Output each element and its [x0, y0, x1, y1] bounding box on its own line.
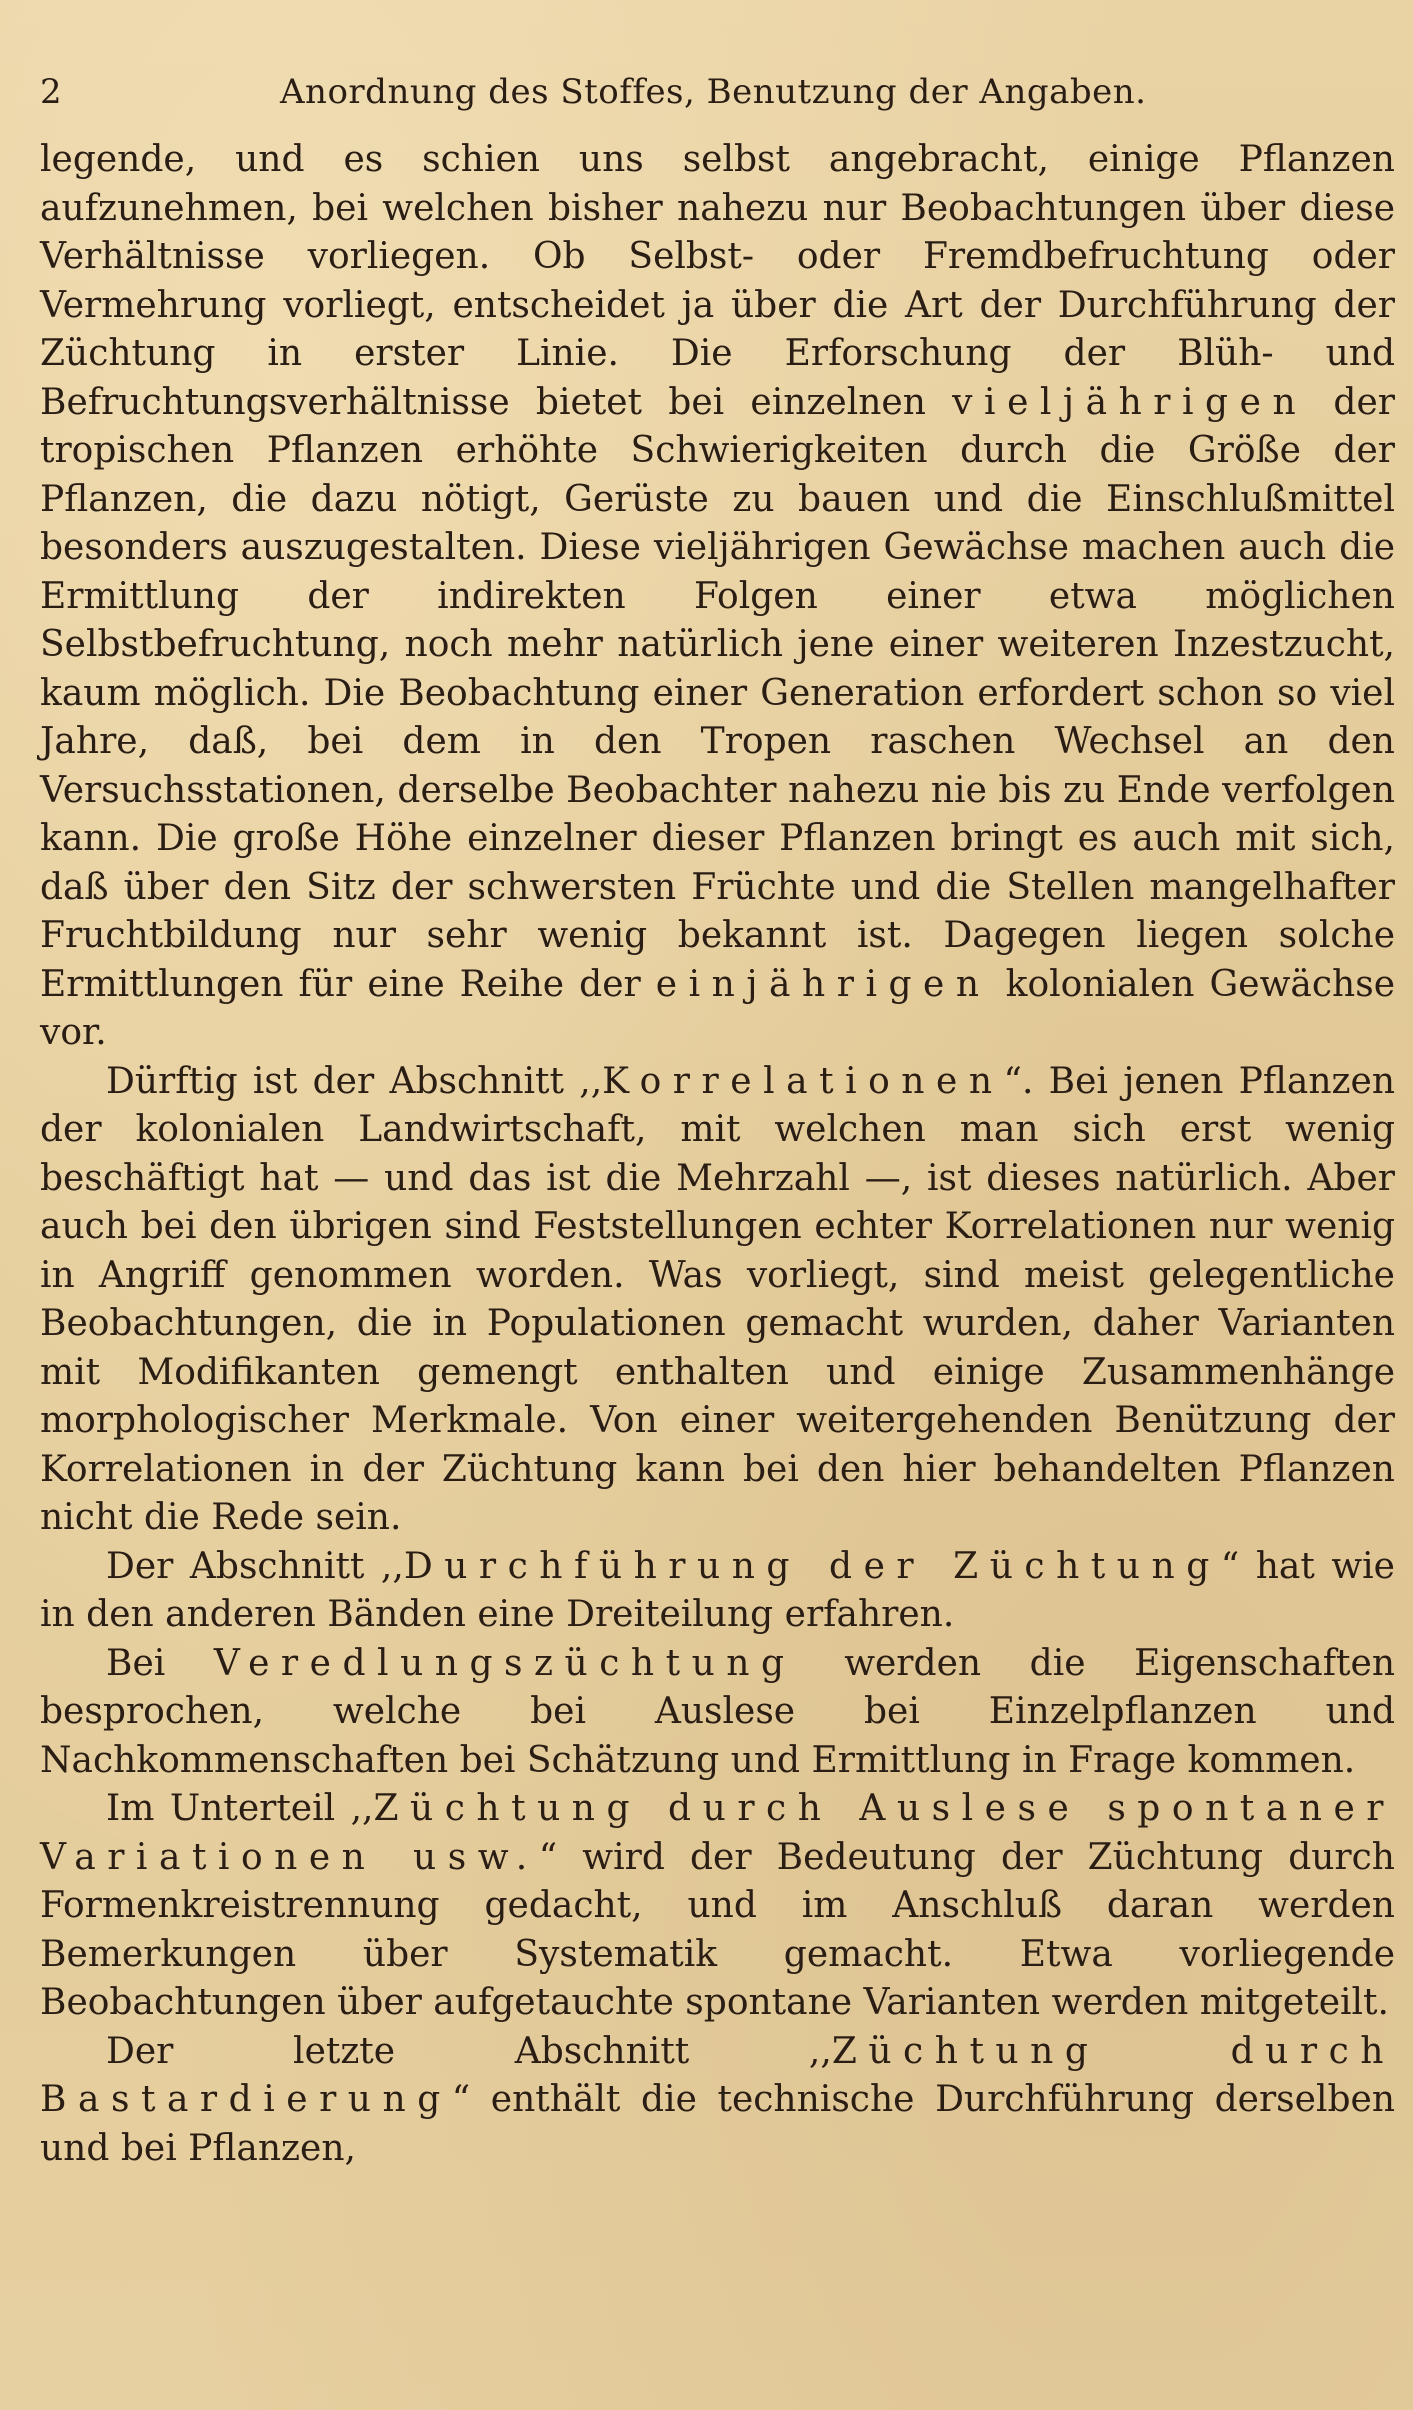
text-run: Dürftig ist der Abschnitt ,,: [106, 1060, 603, 1102]
paragraph-auslese: [40, 1785, 1395, 2028]
running-head: Anordnung des Stoffes, Benutzung der Angaben.: [280, 72, 1147, 112]
text-run: Der letzte Abschnitt ,,: [106, 2030, 832, 2072]
body-text: [40, 136, 1395, 2173]
spaced-term: Züchtung durch Auslese spontaner Variationen usw.: [40, 1788, 1396, 1878]
page-header: [40, 62, 1395, 122]
spaced-term: Korrelationen: [602, 1060, 1004, 1102]
text-run: Im Unterteil ,,: [106, 1788, 374, 1829]
spaced-term: Durchführung der Züchtung: [403, 1545, 1221, 1587]
paragraph-bastardierung: [40, 2028, 1395, 2174]
paragraph-durchfuehrung: [40, 1543, 1395, 1640]
spaced-term: Züchtung durch Bastardierung: [40, 2030, 1395, 2120]
text-run: “ wird der Bedeutung der Züchtung durch Formenkreistrennung gedacht, und im Anschluß daran werden Bemerkungen über Systematik gemacht. Etwa vorliegende Beobachtungen über aufgetauchte spontane Varianten werden mitgeteilt.: [40, 1836, 1395, 2023]
paragraph-korrelationen: [40, 1058, 1395, 1543]
text-run: “ hat wie in den anderen Bänden eine Dreiteilung erfahren.: [40, 1545, 1395, 1635]
spaced-term: Veredlungszüchtung: [213, 1642, 796, 1684]
paragraph-veredlung: [40, 1640, 1395, 1786]
text-run: legende, und es schien uns selbst angebracht, einige Pflanzen aufzunehmen, bei welchen bisher nahezu nur Beobachtungen über diese Verhältnisse vorliegen. Ob Selbst- oder Fremdbefruchtung oder Vermehrung vorliegt, entscheidet ja über die Art der Durchführung der Züchtung in erster Linie. Die Erforschung der Blüh- und Befruchtungsverhältnisse bietet bei einzelnen: [40, 139, 1395, 423]
text-run: werden die Eigenschaften besprochen, welche bei Auslese bei Einzelpflanzen und Nachkommenschaften bei Schätzung und Ermittlung in Frage kommen.: [40, 1642, 1396, 1781]
spaced-term: vieljährigen: [952, 381, 1308, 423]
text-run: kolonialen Gewächse vor.: [40, 963, 1395, 1053]
book-page: [40, 62, 1395, 2173]
text-run: Bei: [106, 1642, 214, 1684]
spaced-term: einjährigen: [655, 963, 991, 1005]
text-run: “ enthält die technische Durchführung derselben und bei Pflanzen,: [40, 2079, 1395, 2169]
paragraph-fortpflanzung: [40, 136, 1395, 1058]
text-run: der tropischen Pflanzen erhöhte Schwierigkeiten durch die Größe der Pflanzen, die dazu nötigt, Gerüste zu bauen und die Einschlußmittel besonders auszugestalten. Diese vieljährigen Gewächse machen auch die Ermittlung der indirekten Folgen einer etwa möglichen Selbstbefruchtung, noch mehr natürlich jene einer weiteren Inzestzucht, kaum möglich. Die Beobachtung einer Generation erfordert schon so viel Jahre, daß, bei dem in den Tropen raschen Wechsel an den Versuchsstationen, derselbe Beobachter nahezu nie bis zu Ende verfolgen kann. Die große Höhe einzelner dieser Pflanzen bringt es auch mit sich, daß über den Sitz der schwersten Früchte und die Stellen mangelhafter Fruchtbildung nur sehr wenig bekannt ist. Dagegen liegen solche Ermittlungen für eine Reihe der: [40, 381, 1395, 1005]
text-run: Der Abschnitt ,,: [106, 1545, 404, 1587]
page-number: 2: [40, 72, 62, 112]
text-run: “. Bei jenen Pflanzen der kolonialen Landwirtschaft, mit welchen man sich erst wenig beschäftigt hat — und das ist die Mehrzahl —, ist dieses natürlich. Aber auch bei den übrigen sind Feststellungen echter Korrelationen nur wenig in Angriff genommen worden. Was vorliegt, sind meist gelegentliche Beobachtungen, die in Populationen gemacht wurden, daher Varianten mit Modifikanten gemengt enthalten und einige Zusammenhänge morphologischer Merkmale. Von einer weitergehenden Benützung der Korrelationen in der Züchtung kann bei den hier behandelten Pflanzen nicht die Rede sein.: [40, 1060, 1395, 1538]
